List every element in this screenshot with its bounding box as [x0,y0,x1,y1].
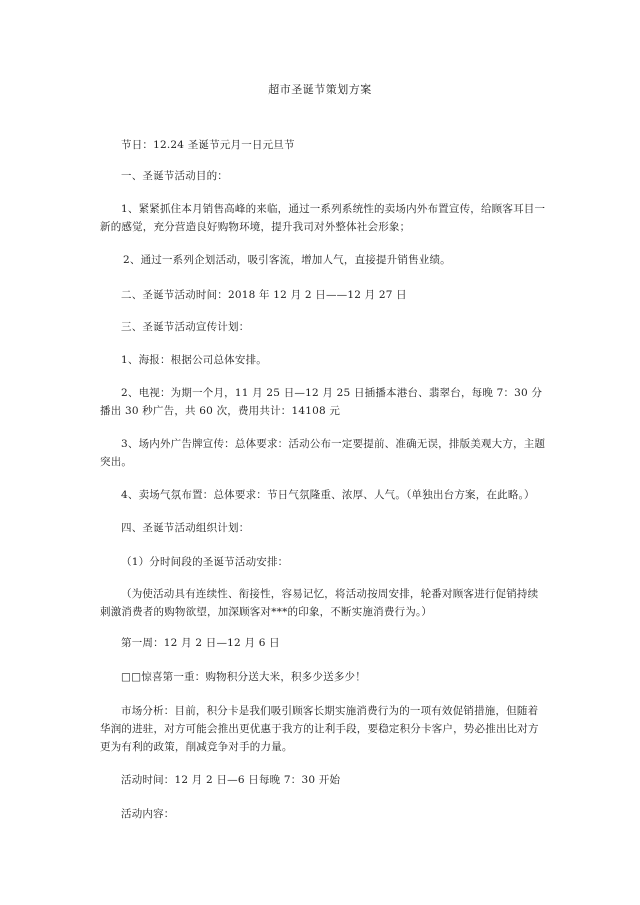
paragraph-schedule-note: （为使活动具有连续性、衔接性，容易记忆，将活动按周安排，轮番对顾客进行促销持续刺激消费者的购物欲望，加深顾客对***的印象，不断实施消费行为。） [100,588,539,618]
paragraph-billboard: 3、场内外广告牌宣传：总体要求：活动公布一定要提前、准确无误，排版美观大方，主题突出。 [100,438,546,468]
paragraph-week-one: 第一周：12 月 2 日—12 月 6 日 [121,637,280,649]
heading-publicity-plan: 三、圣诞节活动宣传计划： [121,321,250,333]
paragraph-holiday: 节日：12.24 圣诞节元月一日元旦节 [121,139,295,151]
heading-activity-time: 二、圣诞节活动时间：2018 年 12 月 2 日——12 月 27 日 [121,289,407,301]
paragraph-event-content: 活动内容： [121,808,175,820]
heading-activity-purpose: 一、圣诞节活动目的： [121,170,228,182]
paragraph-market-analysis: 市场分析：目前，积分卡是我们吸引顾客长期实施消费行为的一项有效促销措施，但随着华润的进驻，对方可能会推出更优惠于我方的让利手段，要稳定积分卡客户，势必推出比对方更为有利的政策，削减竞争对手的力量。 [100,705,539,753]
paragraph-event-time: 活动时间：12 月 2 日—6 日每晚 7：30 开始 [121,774,341,786]
paragraph-atmosphere: 4、卖场气氛布置：总体要求：节日气氛隆重、浓厚、人气。（单独出台方案，在此略。） [121,489,535,501]
paragraph-tv: 2、电视：为期一个月，11 月 25 日—12 月 25 日插播本港台、翡翠台，每晚 7：30 分播出 30 秒广告，共 60 次，费用共计：14108 元 [100,387,543,417]
paragraph-purpose-1: 1、紧紧抓住本月销售高峰的来临，通过一系列系统性的卖场内外布置宣传，给顾客耳目一新的感觉，充分营造良好购物环境，提升我司对外整体社会形象； [100,203,546,233]
paragraph-poster: 1、海报：根据公司总体安排。 [121,354,267,366]
document-title: 超市圣诞节策划方案 [268,83,372,96]
heading-organization-plan: 四、圣诞节活动组织计划： [121,522,250,534]
paragraph-time-schedule: （1）分时间段的圣诞节活动安排： [121,556,289,568]
paragraph-purpose-2: 2、通过一系列企划活动，吸引客流，增加人气，直接提升销售业绩。 [123,254,451,266]
paragraph-surprise-one: □□惊喜第一重：购物积分送大米，积多少送多少！ [121,671,366,683]
